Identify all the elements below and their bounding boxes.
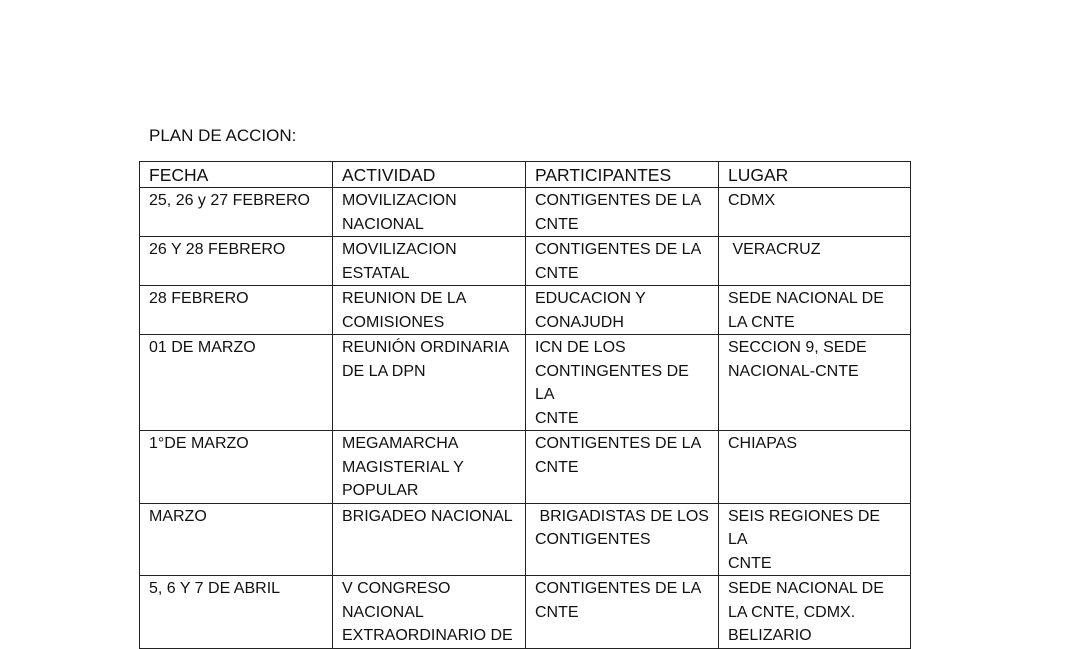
table-row: [140, 286, 911, 335]
table-row: [140, 188, 911, 237]
cell-actividad: REUNIÓN ORDINARIA DE LA DPN: [333, 335, 526, 431]
header-participantes: PARTICIPANTES: [526, 162, 719, 188]
table-header-row: [140, 162, 911, 188]
cell-lugar: SEDE NACIONAL DE LA CNTE, CDMX. BELIZARIO: [719, 576, 911, 649]
cell-actividad: MOVILIZACION ESTATAL: [333, 237, 526, 286]
cell-fecha: 25, 26 y 27 FEBRERO: [140, 188, 333, 237]
cell-fecha: 26 Y 28 FEBRERO: [140, 237, 333, 286]
cell-participantes: CONTIGENTES DE LA CNTE: [526, 237, 719, 286]
table-row: [140, 335, 911, 431]
cell-actividad: REUNION DE LA COMISIONES: [333, 286, 526, 335]
table-row: [140, 576, 911, 649]
cell-participantes: CONTIGENTES DE LA CNTE: [526, 431, 719, 504]
cell-lugar: CHIAPAS: [719, 431, 911, 504]
cell-fecha: 01 DE MARZO: [140, 335, 333, 431]
cell-fecha: MARZO: [140, 503, 333, 576]
cell-lugar: VERACRUZ: [719, 237, 911, 286]
cell-participantes: CONTIGENTES DE LA CNTE: [526, 188, 719, 237]
cell-participantes: ICN DE LOS CONTINGENTES DE LA CNTE: [526, 335, 719, 431]
header-fecha: FECHA: [140, 162, 333, 188]
cell-participantes: BRIGADISTAS DE LOS CONTIGENTES: [526, 503, 719, 576]
cell-actividad: MOVILIZACION NACIONAL: [333, 188, 526, 237]
cell-participantes: CONTIGENTES DE LA CNTE: [526, 576, 719, 649]
cell-actividad: V CONGRESO NACIONAL EXTRAORDINARIO DE: [333, 576, 526, 649]
cell-lugar: SEIS REGIONES DE LA CNTE: [719, 503, 911, 576]
cell-fecha: 1°DE MARZO: [140, 431, 333, 504]
table-row: [140, 431, 911, 504]
cell-actividad: MEGAMARCHA MAGISTERIAL Y POPULAR: [333, 431, 526, 504]
cell-participantes: EDUCACION Y CONAJUDH: [526, 286, 719, 335]
cell-fecha: 5, 6 Y 7 DE ABRIL: [140, 576, 333, 649]
cell-lugar: SEDE NACIONAL DE LA CNTE: [719, 286, 911, 335]
cell-actividad: BRIGADEO NACIONAL: [333, 503, 526, 576]
document-heading: PLAN DE ACCION:: [149, 126, 297, 145]
table-row: [140, 237, 911, 286]
cell-lugar: SECCION 9, SEDE NACIONAL-CNTE: [719, 335, 911, 431]
table-row: [140, 503, 911, 576]
header-lugar: LUGAR: [719, 162, 911, 188]
header-actividad: ACTIVIDAD: [333, 162, 526, 188]
cell-fecha: 28 FEBRERO: [140, 286, 333, 335]
cell-lugar: CDMX: [719, 188, 911, 237]
action-plan-table: [139, 161, 911, 649]
